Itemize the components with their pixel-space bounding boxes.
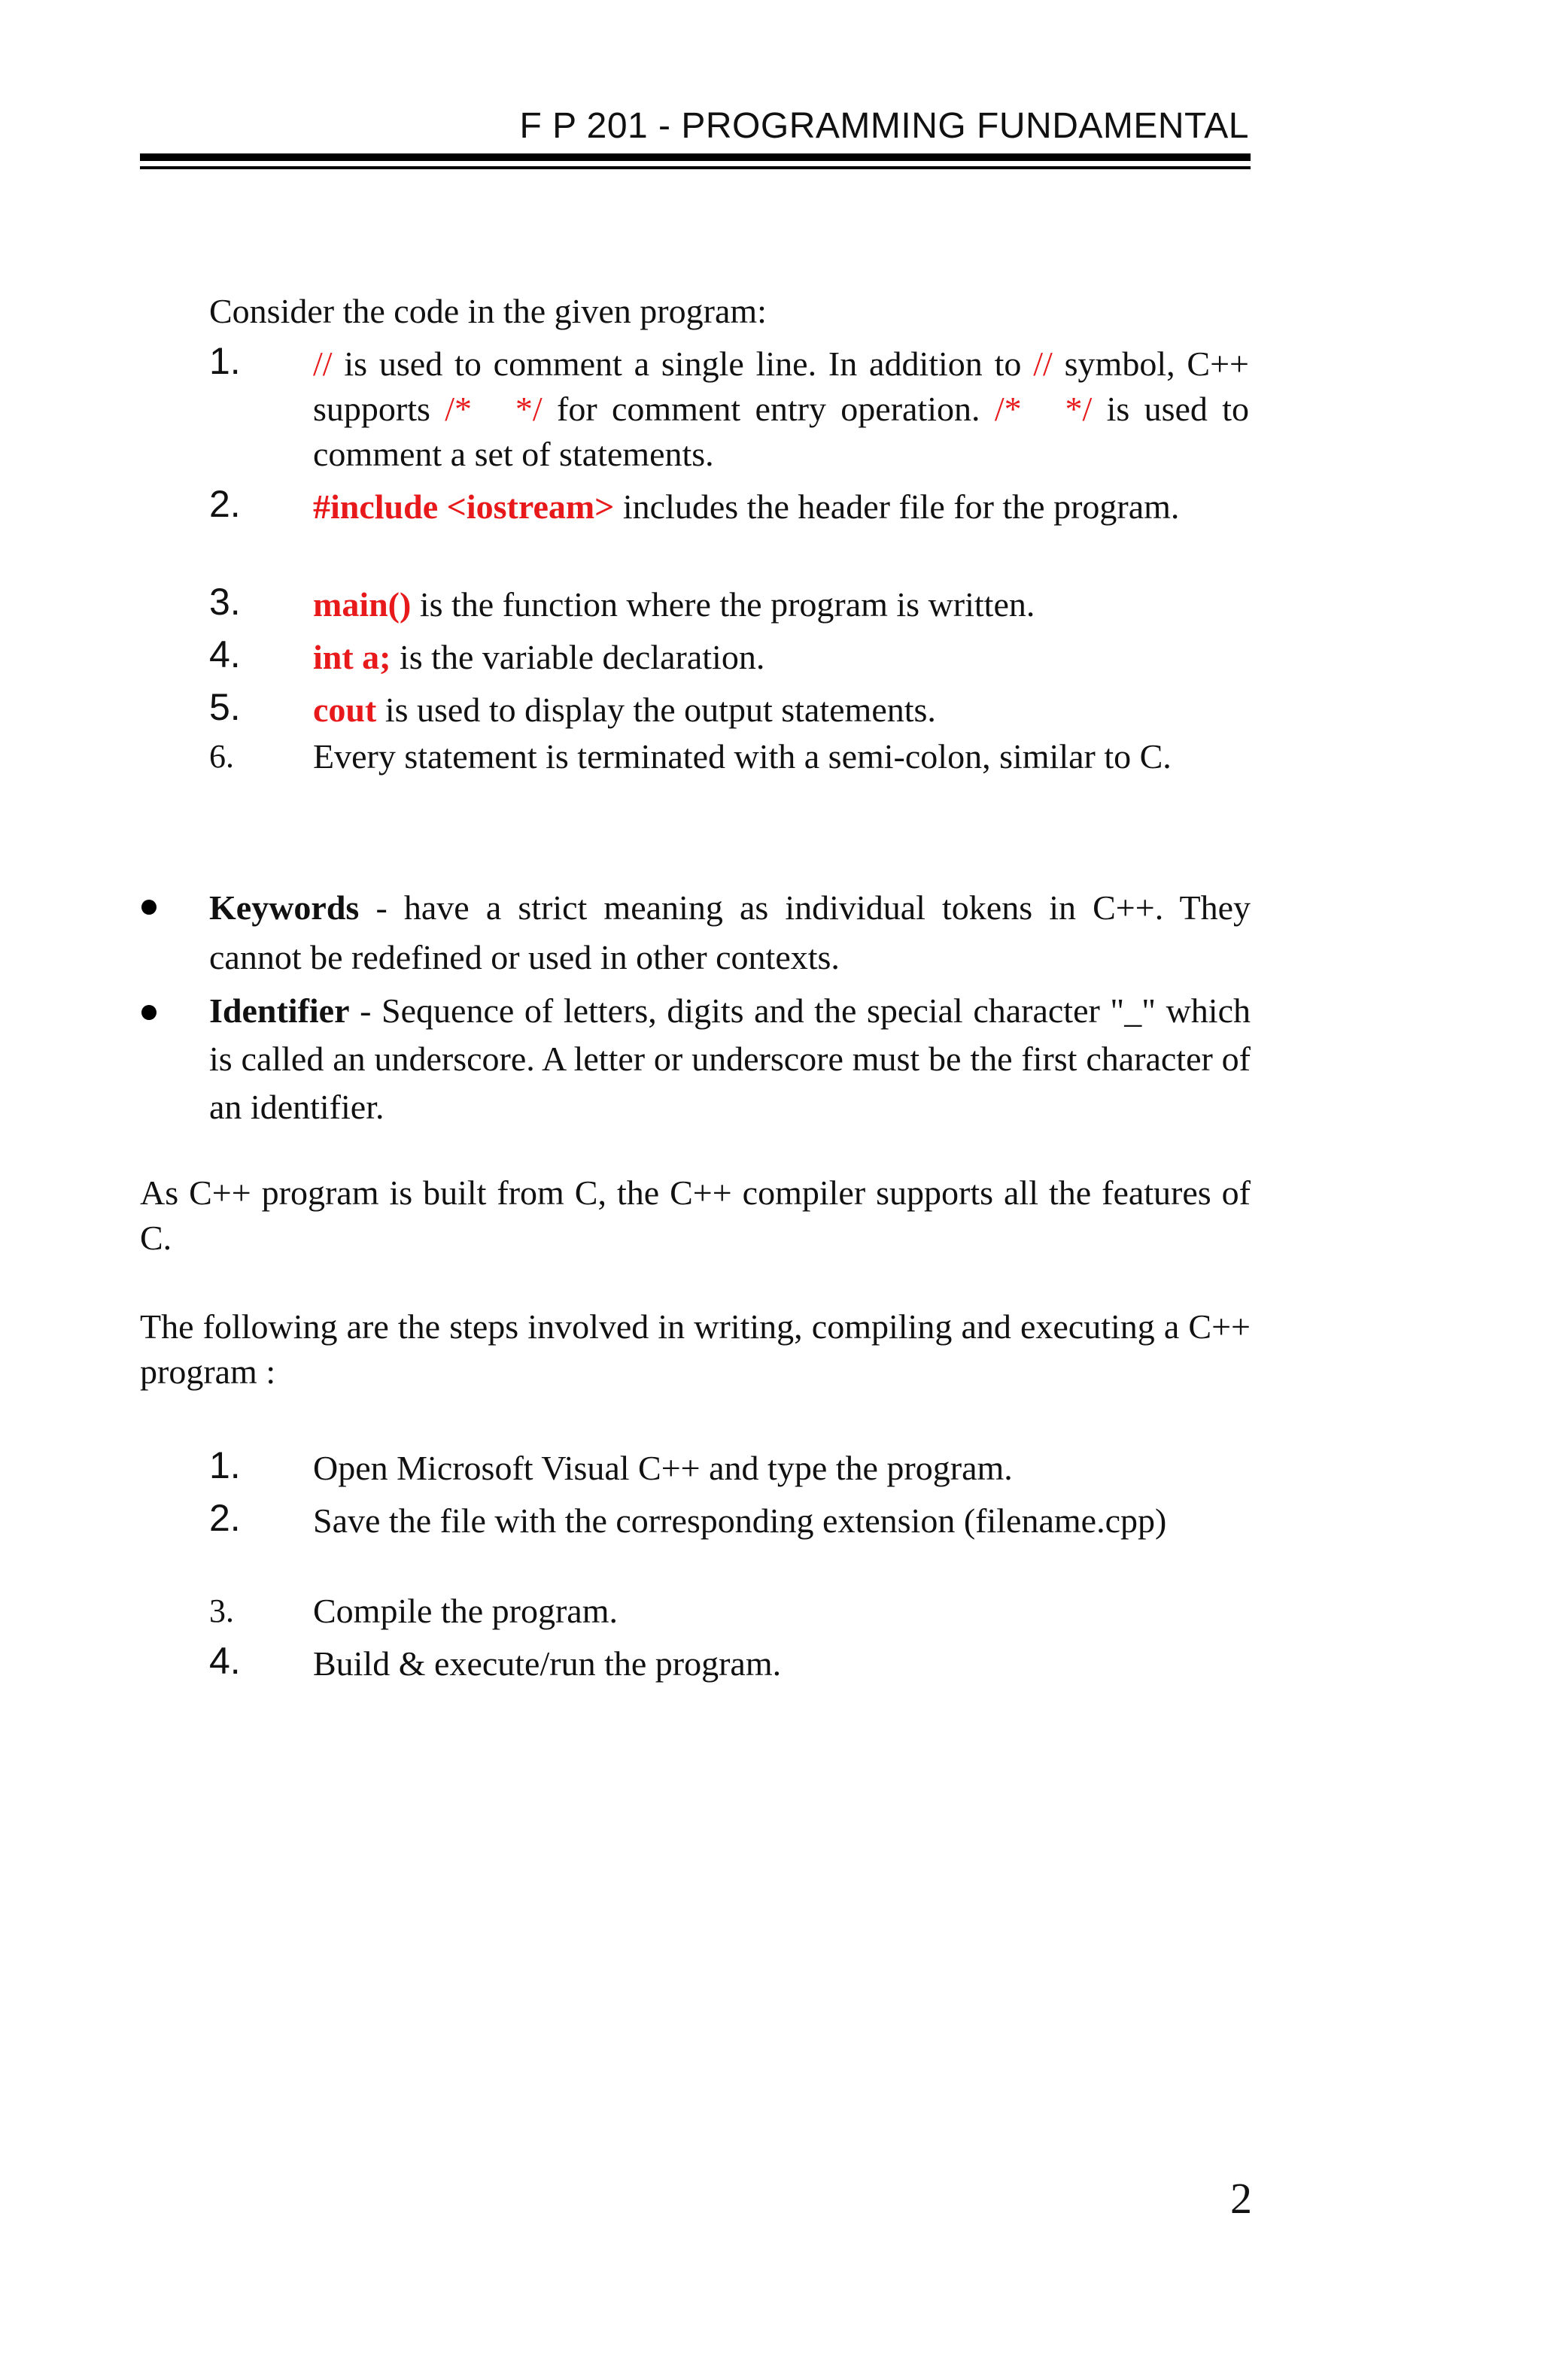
header-rule-thin (140, 166, 1251, 169)
code-point-text: // is used to comment a single line. In addition to // symbol, C++ supports /* */ for comment entry operation. /* */ is used to comment a set of statements. (313, 345, 1250, 473)
step-text: Open Microsoft Visual C++ and type the program. (313, 1449, 1013, 1487)
code-point-number: 4. (209, 633, 241, 675)
page-number: 2 (1230, 2174, 1252, 2223)
block-comment-symbol: /* */ (445, 390, 543, 428)
bullet-icon (141, 900, 157, 915)
running-header: F P 201 - PROGRAMMING FUNDAMENTAL (519, 106, 1249, 146)
code-snippet: #include <iostream> (313, 487, 615, 526)
code-point-number: 3. (209, 581, 241, 623)
code-point-number: 2. (209, 483, 241, 525)
code-snippet: cout (313, 691, 377, 729)
intro-line: Consider the code in the given program: (209, 292, 767, 330)
code-point-number: 5. (209, 686, 241, 728)
code-point-text: #include <iostream> includes the header file for the program. (313, 487, 1180, 526)
step-text: Save the file with the corresponding extension (filename.cpp) (313, 1501, 1167, 1540)
step-number: 4. (209, 1640, 241, 1682)
step-text: Build & execute/run the program. (313, 1644, 782, 1683)
code-snippet: main() (313, 585, 412, 624)
code-point-text: main() is the function where the program is written. (313, 585, 1035, 624)
definition-keywords: Keywords - have a strict meaning as individual tokens in C++. They cannot be redefined or used in other contexts. (209, 888, 1251, 976)
definition-term: Keywords (209, 888, 360, 927)
paragraph: As C++ program is built from C, the C++ compiler supports all the features of C. (140, 1173, 1251, 1257)
definition-term: Identifier (209, 991, 350, 1030)
step-number: 1. (209, 1444, 241, 1486)
bullet-icon (141, 1005, 157, 1020)
code-point-number: 6. (209, 738, 234, 775)
block-comment-symbol: /* */ (994, 390, 1093, 428)
code-snippet: int a; (313, 638, 391, 676)
code-point-text: Every statement is terminated with a semi-colon, similar to C. (313, 737, 1172, 776)
header-rule-thick (140, 153, 1251, 161)
step-number: 2. (209, 1497, 241, 1539)
step-number: 3. (209, 1592, 234, 1629)
comment-symbol: // (313, 345, 333, 383)
code-point-text: cout is used to display the output statements. (313, 691, 936, 729)
paragraph: The following are the steps involved in writing, compiling and executing a C++ program : (140, 1307, 1251, 1391)
comment-symbol: // (1033, 345, 1053, 383)
code-point-text: int a; is the variable declaration. (313, 638, 765, 676)
code-point-number: 1. (209, 340, 241, 382)
definition-identifier: Identifier - Sequence of letters, digits and the special character "_" which is called an underscore. A letter or underscore must be the first character of an identifier. (209, 991, 1251, 1126)
step-text: Compile the program. (313, 1592, 618, 1630)
